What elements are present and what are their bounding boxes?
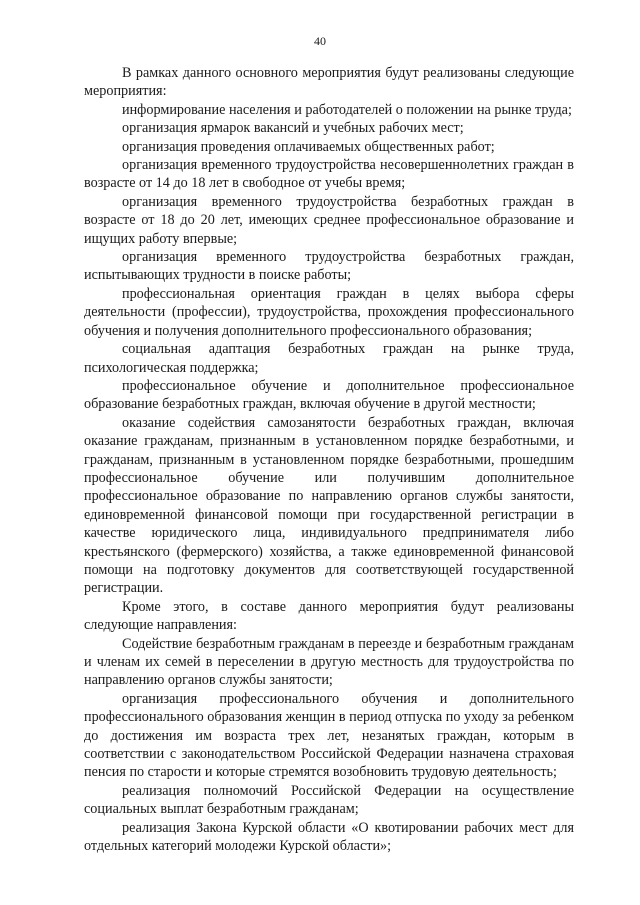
paragraph: организация профессионального обучения и дополнительного профессионального образования женщин в период отпуска по уходу за ребенком до достижения им возраста трех лет, незанятых граждан, которым в соответствии с законодательством Российской Федерации назначена страховая пенсия по старости и которые стремятся возобновить трудовую деятельность; <box>84 690 574 781</box>
paragraph: профессиональная ориентация граждан в целях выбора сферы деятельности (профессии), трудоустройства, прохождения профессионального обучения и получения дополнительного профессионального образования; <box>84 285 574 339</box>
paragraph: организация временного трудоустройства безработных граждан в возрасте от 18 до 20 лет, имеющих среднее профессиональное образование и ищущих работу впервые; <box>84 193 574 247</box>
paragraph: информирование населения и работодателей о положении на рынке труда; <box>122 101 572 118</box>
paragraph: организация проведения оплачиваемых общественных работ; <box>122 138 495 155</box>
paragraph: реализация полномочий Российской Федерации на осуществление социальных выплат безработным гражданам; <box>84 782 574 818</box>
document-body <box>84 64 574 855</box>
paragraph: оказание содействия самозанятости безработных граждан, включая оказание гражданам, признанным в установленном порядке безработными, и гражданам, признанным в установленном порядке безработными, прошедшим профессиональное обучение или получившим дополнительное профессиональное образование по направлению органов службы занятости, единовременной финансовой помощи при государственной регистрации в качестве юридического лица, индивидуального предпринимателя либо крестьянского (фермерского) хозяйства, а также единовременной финансовой помощи на подготовку документов для соответствующей государственной регистрации. <box>84 414 574 597</box>
page-number: 40 <box>314 34 326 48</box>
paragraph: реализация Закона Курской области «О квотировании рабочих мест для отдельных категорий молодежи Курской области»; <box>84 819 574 855</box>
paragraph: социальная адаптация безработных граждан на рынке труда, психологическая поддержка; <box>84 341 574 376</box>
paragraph: Кроме этого, в составе данного мероприятия будут реализованы следующие направления: <box>84 598 574 634</box>
paragraph: организация временного трудоустройства безработных граждан, испытывающих трудности в поиске работы; <box>84 249 574 284</box>
paragraph: организация временного трудоустройства несовершеннолетних граждан в возрасте от 14 до 18 лет в свободное от учебы время; <box>84 157 574 192</box>
paragraph: Содействие безработным гражданам в переезде и безработным гражданам и членам их семей в переселении в другую местность для трудоустройства по направлению органов службы занятости; <box>84 635 574 689</box>
paragraph: профессиональное обучение и дополнительное профессиональное образование безработных граждан, включая обучение в другой местности; <box>84 377 574 413</box>
paragraph: организация ярмарок вакансий и учебных рабочих мест; <box>122 120 464 137</box>
paragraph: В рамках данного основного мероприятия будут реализованы следующие мероприятия: <box>84 65 574 100</box>
